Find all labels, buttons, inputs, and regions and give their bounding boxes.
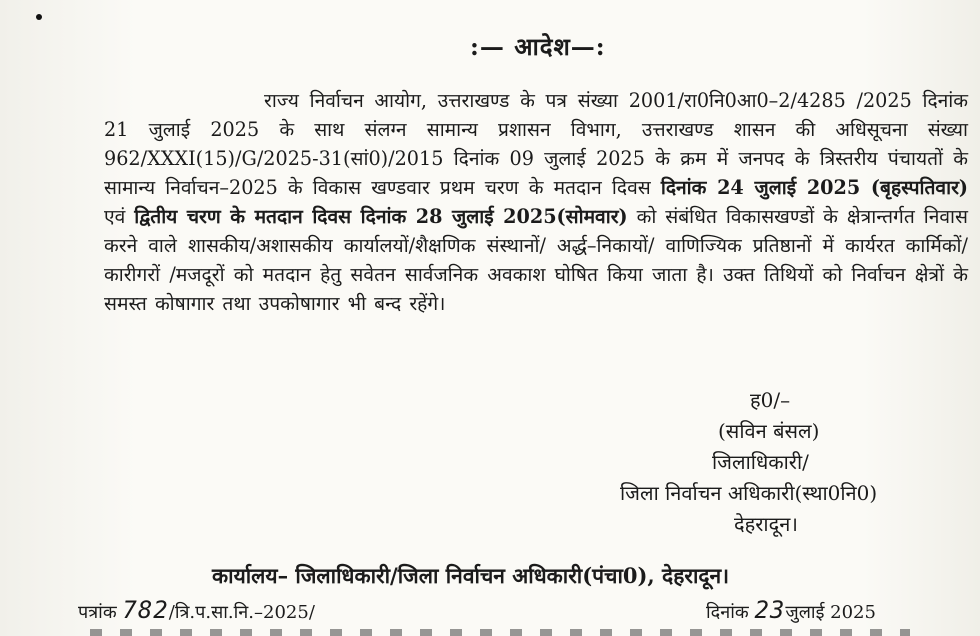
first-phase-date: दिनांक 24 जुलाई 2025 (बृहस्पतिवार) [660,176,968,199]
signatory-place: देहरादून। [734,512,798,536]
cropped-next-line [90,629,910,636]
date-label: दिनांक [706,602,749,623]
body-text-part-3: को संबंधित विकासखण्डों के क्षेत्रान्तर्गत निवास करने वाले शासकीय/अशासकीय कार्यालयों/शैक्षणिक संस्थानों/ अर्द्ध–निकायों/ वाणिज्यिक प्रतिष्ठानों में कार्यरत कार्मिकों/कारीगरों /मजदूरों को मतदान हेतु सवेतन सार्वजनिक अवकाश घोषित किया जाता है। उक्त तिथियों को निर्वाचन क्षेत्रों के समस्त कोषागार तथा उपकोषागार भी बन्द रहेंगे। [104,205,968,315]
reference-number-handwritten: 782 [122,596,169,624]
signatory-designation-2: जिला निर्वाचन अधिकारी(स्था0नि0) [620,481,878,505]
letter-reference [78,596,315,624]
letter-date [706,596,876,624]
reference-prefix: पत्रांक [78,602,117,623]
signatory-designation-1: जिलाधिकारी/ [712,450,809,474]
second-phase-date: द्वितीय चरण के मतदान दिवस दिनांक 28 जुलाई 2025(सोमवार) [134,205,628,228]
office-header: कार्यालय– जिलाधिकारी/जिला निर्वाचन अधिकारी(पंचा0), देहरादून। [212,563,730,588]
order-heading: :— आदेश—: [470,32,606,61]
date-suffix: जुलाई 2025 [785,602,876,623]
body-text-part-2: एवं [104,205,135,228]
body-text-part-1: राज्य निर्वाचन आयोग, उत्तराखण्ड के पत्र संख्या 2001/रा0नि0आ0–2/4285 /2025 दिनांक 21 जुलाई 2025 के साथ संलग्न सामान्य प्रशासन विभाग, उत्तराखण्ड शासन की अधिसूचना संख्या 962/XXXI(15)/G/2025-31(सां0)/2015 दिनांक 09 जुलाई 2025 के क्रम में जनपद के त्रिस्तरीय पंचायतों के सामान्य निर्वाचन–2025 के विकास खण्डवार प्रथम चरण के मतदान दिवस [104,89,968,199]
reference-suffix: /त्रि.प.सा.नि.–2025/ [168,602,315,623]
ink-dot [36,14,42,20]
order-body-paragraph [104,86,968,318]
signatory-name: (सविन बंसल) [718,419,820,443]
signed-mark: ह0/– [750,388,791,412]
date-day-handwritten: 23 [754,596,786,624]
